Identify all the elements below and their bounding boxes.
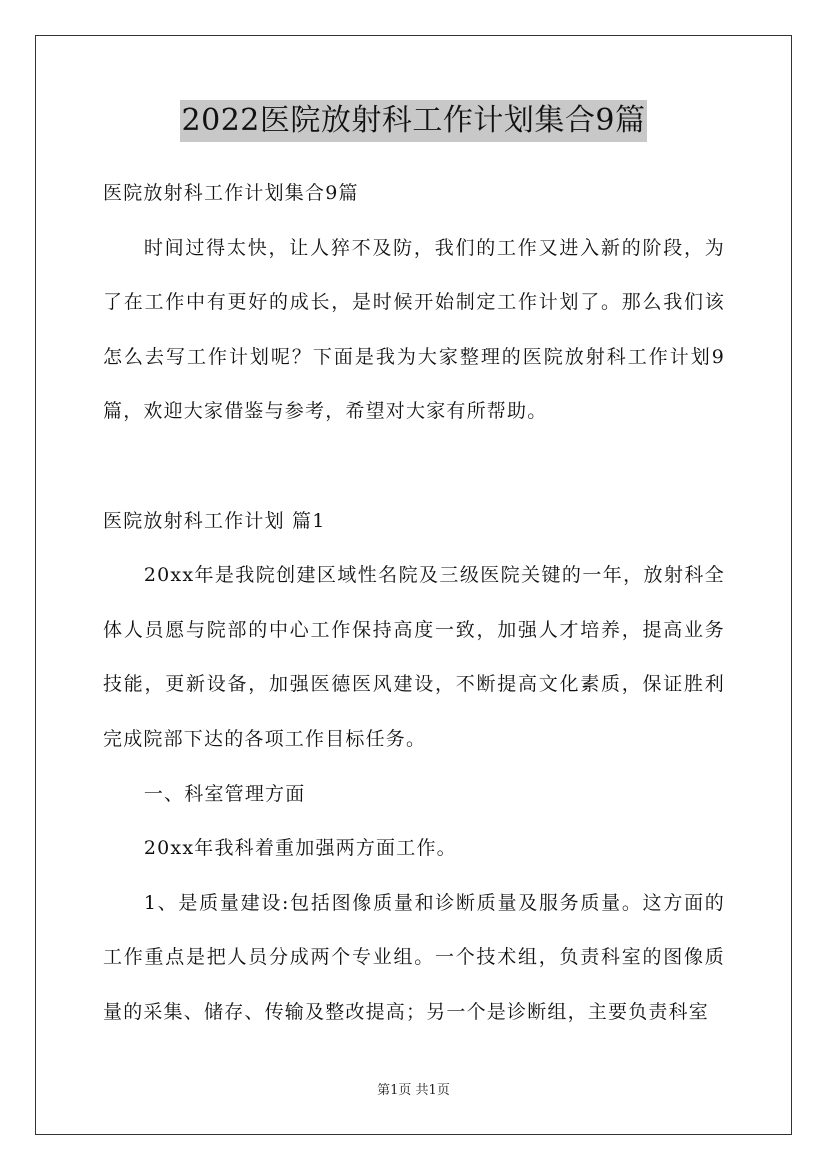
body-paragraph-1: 20xx年是我院创建区域性名院及三级医院关键的一年，放射科全体人员愿与院部的中心工作保持高度一致，加强人才培养，提高业务技能，更新设备，加强医德医风建设，不断提高文化素质，保证胜利完成院部下达的各项工作目标任务。 — [103, 564, 725, 750]
title-container — [0, 100, 827, 142]
document-body — [103, 166, 725, 1040]
paragraph-gap — [103, 439, 725, 494]
item-heading: 一、科室管理方面 — [143, 782, 306, 805]
subtitle: 医院放射科工作计划集合9篇 — [103, 182, 359, 204]
document-title: 2022医院放射科工作计划集合9篇 — [180, 100, 648, 142]
body-paragraph-2: 20xx年我科着重加强两方面工作。 — [143, 837, 457, 860]
section-heading: 医院放射科工作计划 篇1 — [103, 509, 326, 532]
body-paragraph-3: 1、是质量建设:包括图像质量和诊断质量及服务质量。这方面的工作重点是把人员分成两个专业组。一个技术组，负责科室的图像质量的采集、储存、传输及整改提高；另一个是诊断组，主要负责科室 — [103, 891, 725, 1023]
intro-paragraph: 时间过得太快，让人猝不及防，我们的工作又进入新的阶段，为了在工作中有更好的成长，是时候开始制定工作计划了。那么我们该怎么去写工作计划呢？下面是我为大家整理的医院放射科工作计划9篇，欢迎大家借鉴与参考，希望对大家有所帮助。 — [103, 236, 725, 423]
page-footer: 第1页 共1页 — [377, 1083, 450, 1098]
